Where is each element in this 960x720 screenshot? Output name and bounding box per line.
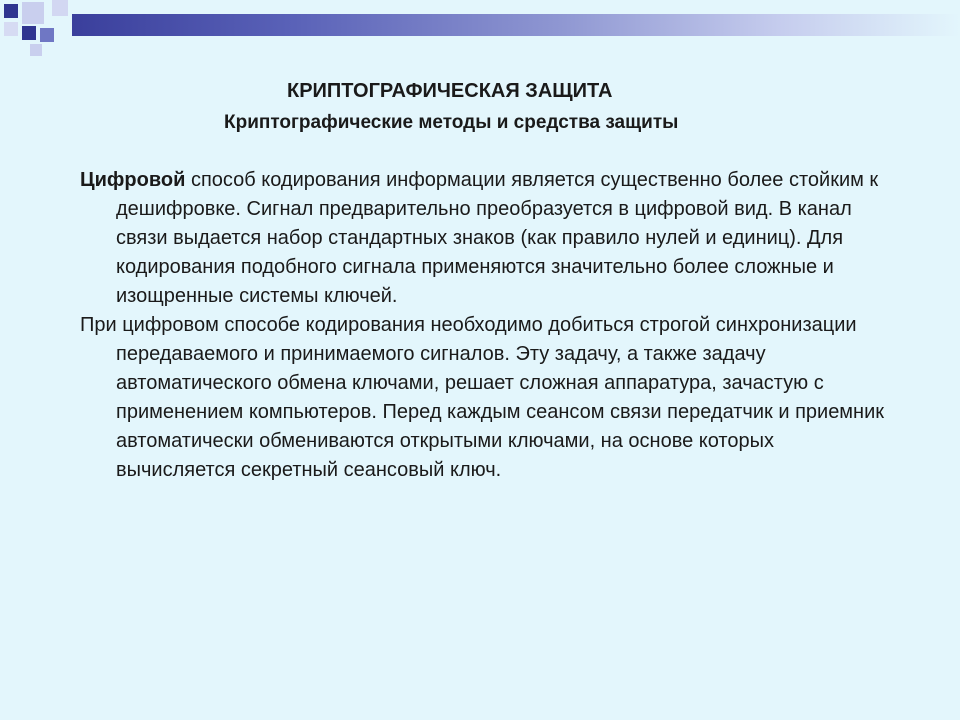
- slide-title: КРИПТОГРАФИЧЕСКАЯ ЗАЩИТА: [287, 80, 613, 102]
- paragraph-text: При цифровом способе кодирования необходимо добиться строгой синхронизации передаваемого и принимаемого сигналов. Эту задачу, а также задачу автоматического обмена ключами, решает сложная аппаратура, зачастую с применением компьютеров. Перед каждым сеансом связи передатчик и приемник автоматически обмениваются открытыми ключами, на основе которых вычисляется секретный сеансовый ключ.: [80, 314, 885, 481]
- header-gradient-bar: [72, 14, 960, 36]
- slide-body: [80, 166, 890, 485]
- paragraph-lead-word: Цифровой: [80, 169, 186, 191]
- decor-square-light: [4, 22, 18, 36]
- slide-subtitle: Криптографические методы и средства защиты: [224, 112, 679, 133]
- decor-square-dark: [4, 4, 18, 18]
- header-decoration: [0, 0, 960, 60]
- decor-square-light: [52, 0, 68, 16]
- paragraph-text: способ кодирования информации является существенно более стойким к дешифровке. Сигнал предварительно преобразуется в цифровой вид. В канал связи выдается набор стандартных знаков (как правило нулей и единиц). Для кодирования подобного сигнала применяются значительно более сложные и изощренные системы ключей.: [116, 169, 879, 307]
- decor-square-light: [30, 44, 42, 56]
- decor-square-light: [22, 2, 44, 24]
- decor-square-dark: [22, 26, 36, 40]
- paragraph-digital: [80, 166, 890, 311]
- decor-square-mid: [40, 28, 54, 42]
- paragraph-sync: [80, 311, 890, 485]
